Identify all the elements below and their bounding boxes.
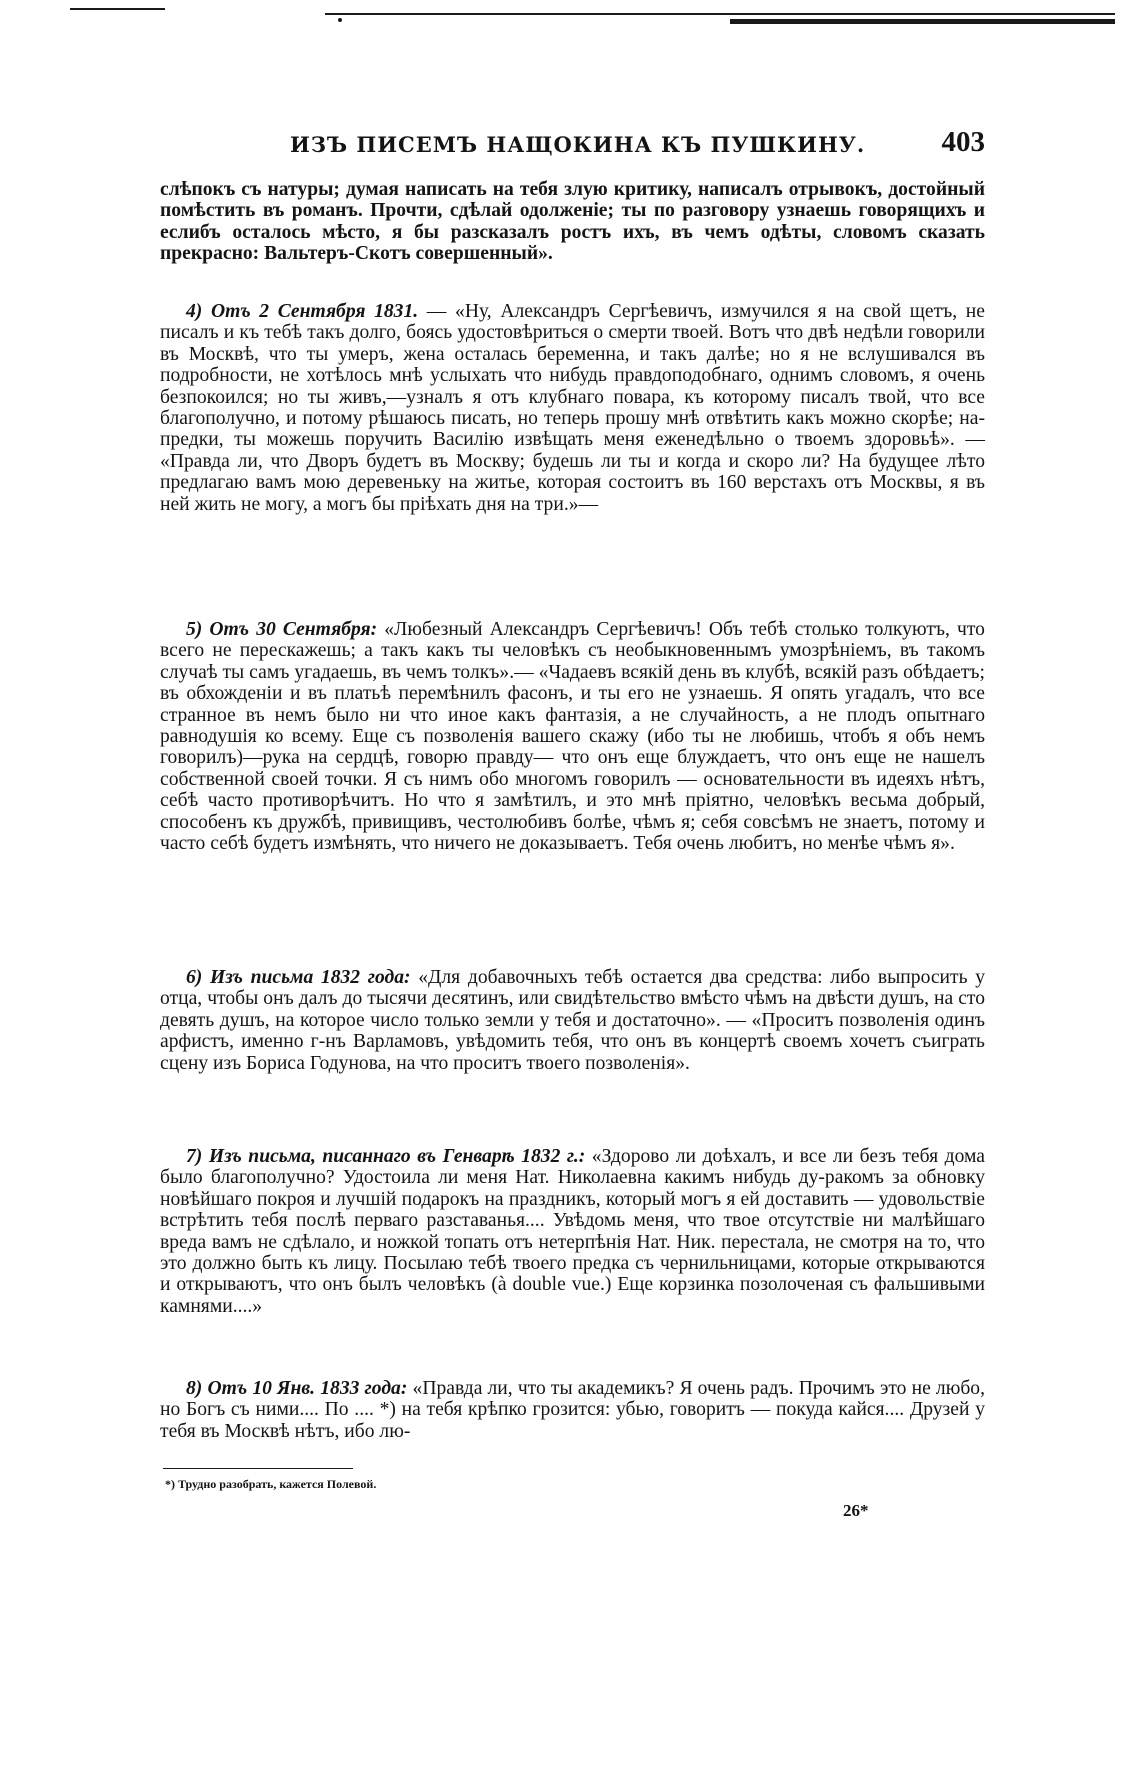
top-left-rule xyxy=(70,8,165,10)
letter-heading: 7) Изъ письма, писаннаго въ Генварѣ 1832 г.: xyxy=(186,1146,586,1167)
letter-heading: 8) Отъ 10 Янв. 1833 года: xyxy=(186,1378,408,1399)
top-rule-thick xyxy=(730,19,1115,24)
letter-text: «Правда ли, что ты академикъ? Я очень радъ. Прочимъ это не любо, но Богъ съ ними.... По .... *) на тебя крѣпко грозится: убью, говоритъ — покуда кайся.... Друзей у тебя въ Москвѣ нѣтъ, ибо лю- xyxy=(160,1378,986,1442)
letter-heading: 4) Отъ 2 Сентября 1831. xyxy=(186,301,419,322)
letter-6 xyxy=(160,967,985,1074)
footnote: *) Трудно разобрать, кажется Полевой. xyxy=(165,1477,377,1491)
letter-heading: 6) Изъ письма 1832 года: xyxy=(186,967,411,988)
letter-text: «Любезный Александръ Сергѣевичъ! Объ тебѣ столько толкуютъ, что всего не перескажешь; а такъ какъ ты человѣкъ съ необыкновеннымъ умозрѣніемъ, въ такомъ случаѣ ты самъ угадаешь, въ чемъ толкъ».— «Чадаевъ всякій день въ клубѣ, всякій разъ обѣдаетъ; въ обхожденіи и въ платьѣ перемѣнилъ фасонъ, и ты его не узнаешь. Я опять угадалъ, что все странное въ немъ было ни что иное какъ фантазія, а не случайность, а не плодъ опытнаго равнодушія ко всему. Еще съ позволенія вашего скажу (ибо ты не любишь, чтобъ я объ немъ говорилъ)—рука на сердцѣ, говорю правду— что онъ еще блуждаетъ, что онъ еще не нашелъ собственной своей точки. Я съ нимъ обо многомъ говорилъ — основательности въ идеяхъ нѣтъ, себѣ часто противорѣчитъ. Но что я замѣтилъ, и это мнѣ пріятно, человѣкъ весьма добрый, способенъ къ дружбѣ, привищивъ, честолюбивъ болѣе, чѣмъ я; себя совсѣмъ не знаетъ, потому и часто себѣ будетъ измѣнять, что ничего не доказываетъ. Тебя очень любитъ, но менѣе чѣмъ я». xyxy=(160,619,985,855)
signature-mark: 26* xyxy=(843,1501,869,1520)
paragraph-continuation xyxy=(160,179,985,265)
letter-4 xyxy=(160,301,985,515)
top-rule-dot xyxy=(338,18,342,22)
letter-8 xyxy=(160,1378,985,1442)
letter-5 xyxy=(160,619,985,854)
letter-text: «Для добавочныхъ тебѣ остается два средства: либо выпросить у отца, чтобы онъ далъ до тысячи десятинъ, или свидѣтельство вмѣсто чѣмъ на двѣсти душъ, на сто девять душъ, на которое число только земли у тебя и достаточно». — «Проситъ позволенія одинъ арфистъ, именно г-нъ Варламовъ, увѣдомить тебя, что онъ въ концертѣ своемъ хочетъ съиграть сцену изъ Бориса Годунова, на что проситъ твоего позволенія». xyxy=(160,967,985,1074)
footnote-rule xyxy=(163,1468,353,1469)
top-rule-thin xyxy=(325,13,1115,15)
letter-text: — «Ну, Александръ Сергѣевичъ, измучился я на свой щетъ, не писалъ и къ тебѣ такъ долго, боясь удостовѣриться о смерти твоей. Вотъ что двѣ недѣли говорили въ Москвѣ, что ты умеръ, жена осталась беременна, и такъ далѣе; но я не вслушивался въ подробности, не хотѣлось мнѣ услыхать что нибудь правдоподобнаго, однимъ словомъ, я очень безпокоился; но ты живъ,—узналъ я отъ клубнаго повара, къ которому писалъ твой, что все благополучно, и потому рѣшаюсь писать, но теперь прошу мнѣ отвѣтить какъ можно скорѣе; на-предки, ты можешь поручить Василію извѣщать меня еженедѣльно о твоемъ здоровьѣ». — «Правда ли, что Дворъ будетъ въ Москву; будешь ли ты и когда и скоро ли? На будущее лѣто предлагаю вамъ мою деревеньку на житье, которая состоитъ въ 160 верстахъ отъ Москвы, я въ ней жить не могу, а могъ бы пріѣхать дня на три.»— xyxy=(160,301,985,515)
page-number: 403 xyxy=(941,126,985,158)
letter-heading: 5) Отъ 30 Сентября: xyxy=(186,619,378,640)
page-header xyxy=(160,126,985,160)
running-title: ИЗЪ ПИСЕМЪ НАЩОКИНА КЪ ПУШКИНУ. xyxy=(290,132,866,157)
letter-7 xyxy=(160,1146,985,1317)
paragraph-text: слѣпокъ съ натуры; думая написать на тебя злую критику, написалъ отрывокъ, достойный помѣстить въ романъ. Прочти, сдѣлай одолженіе; ты по разговору узнаешь говорящихъ и еслибъ осталось мѣсто, я бы разсказалъ ростъ ихъ, въ чемъ одѣты, словомъ сказать прекрасно: Вальтеръ-Скотъ совершенный». xyxy=(160,179,985,265)
letter-text: «Здорово ли доѣхалъ, и все ли безъ тебя дома было благополучно? Удостоила ли меня Нат. Николаевна какимъ нибудь ду-ракомъ за обновку новѣйшаго покроя и лучшій подарокъ на праздникъ, который могъ я ей доставить — удовольствіе встрѣтить тебя послѣ перваго разставанья.... Увѣдомь меня, что твое отсутствіе ни малѣйшаго вреда вамъ не сдѣлало, и ножкой топать отъ нетерпѣнія Нат. Ник. перестала, не смотря на то, что это должно быть къ лицу. Посылаю тебѣ твоего предка съ чернильницами, которые открываются и открываютъ, что онъ былъ человѣкъ (à double vue.) Еще корзинка позолоченая съ фальшивыми камнями....» xyxy=(160,1146,985,1317)
